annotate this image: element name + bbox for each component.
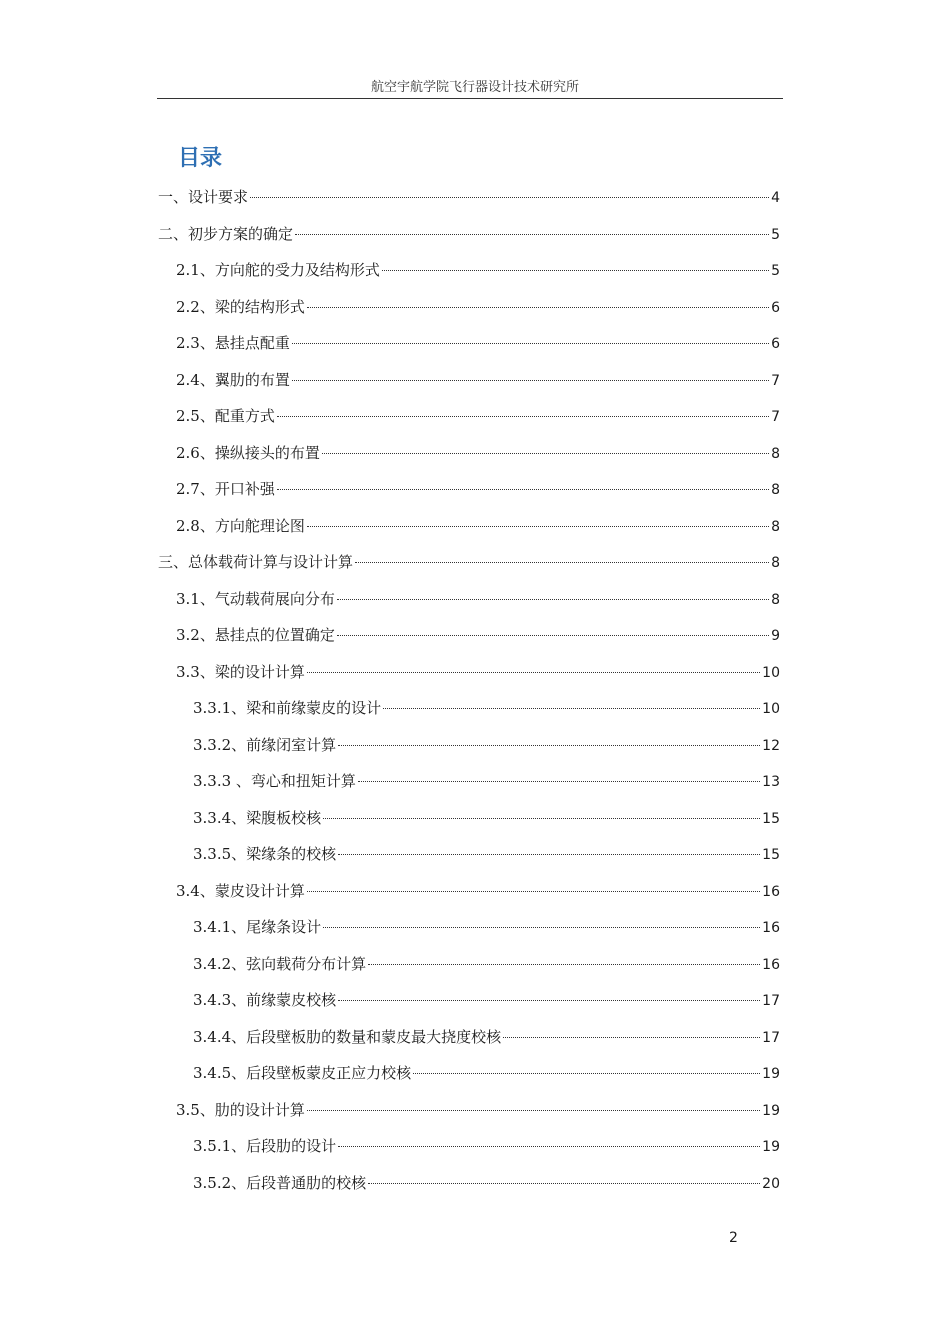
toc-entry-page: 17	[762, 1029, 780, 1046]
toc-entry[interactable]	[176, 259, 780, 281]
toc-entry[interactable]	[193, 843, 780, 865]
toc-entry[interactable]	[193, 1062, 780, 1084]
toc-dot-leader	[307, 672, 760, 673]
toc-entry-label: 2.6、操纵接头的布置	[176, 443, 320, 462]
toc-dot-leader	[338, 745, 760, 746]
toc-dot-leader	[323, 818, 760, 819]
toc-entry[interactable]	[176, 588, 780, 610]
toc-dot-leader	[338, 1146, 760, 1147]
toc-entry-page: 8	[771, 445, 780, 462]
toc-dot-leader	[307, 526, 769, 527]
toc-entry-label: 2.1、方向舵的受力及结构形式	[176, 261, 380, 279]
toc-entry-page: 13	[762, 774, 780, 790]
toc-entry[interactable]	[158, 186, 780, 208]
toc-dot-leader	[322, 453, 769, 454]
toc-entry[interactable]	[193, 1172, 780, 1194]
toc-entry-page: 8	[771, 482, 780, 498]
toc-entry-page: 12	[762, 737, 780, 754]
toc-dot-leader	[355, 562, 769, 563]
toc-entry[interactable]	[176, 442, 780, 464]
toc-entry[interactable]	[176, 661, 780, 683]
header-divider	[157, 98, 783, 99]
toc-entry-page: 4	[771, 190, 780, 206]
toc-entry[interactable]	[158, 551, 780, 573]
toc-entry-page: 10	[762, 701, 780, 717]
toc-entry-label: 3.3.1、梁和前缘蒙皮的设计	[193, 699, 382, 717]
toc-entry-label: 3.3.5、梁缘条的校核	[193, 845, 337, 863]
toc-dot-leader	[368, 964, 760, 965]
toc-dot-leader	[337, 635, 769, 636]
toc-entry-label: 2.8、方向舵理论图	[176, 516, 305, 535]
toc-entry[interactable]	[176, 332, 780, 354]
toc-dot-leader	[307, 891, 760, 892]
toc-entry-page: 8	[771, 591, 780, 608]
toc-entry-label: 3.4.3、前缘蒙皮校核	[193, 991, 337, 1009]
toc-entry[interactable]	[193, 734, 780, 756]
toc-entry[interactable]	[193, 953, 780, 975]
toc-entry-page: 16	[762, 883, 780, 900]
toc-entry-page: 15	[762, 810, 780, 827]
toc-dot-leader	[413, 1073, 760, 1074]
toc-entry[interactable]	[193, 807, 780, 829]
toc-entry-label: 3.4、蒙皮设计计算	[176, 881, 305, 900]
toc-entry-label: 3.4.4、后段壁板肋的数量和蒙皮最大挠度校核	[193, 1027, 502, 1046]
toc-entry-page: 9	[771, 628, 780, 644]
toc-entry-page: 19	[762, 1066, 780, 1082]
toc-entry-label: 3.5.1、后段肋的设计	[193, 1137, 337, 1155]
page-number: 2	[729, 1230, 738, 1246]
toc-entry[interactable]	[176, 478, 780, 500]
toc-entry-label: 3.4.2、弦向载荷分布计算	[193, 954, 367, 973]
toc-dot-leader	[503, 1037, 760, 1038]
toc-entry-page: 8	[771, 518, 780, 535]
toc-dot-leader	[383, 708, 760, 709]
toc-dot-leader	[292, 380, 769, 381]
toc-dot-leader	[337, 599, 769, 600]
toc-entry-page: 20	[762, 1175, 780, 1192]
toc-entry-page: 8	[771, 555, 780, 571]
toc-entry-page: 19	[762, 1139, 780, 1155]
toc-entry-label: 二、初步方案的确定	[158, 224, 294, 243]
toc-entry[interactable]	[176, 515, 780, 537]
toc-entry[interactable]	[176, 369, 780, 391]
toc-entry[interactable]	[176, 1099, 780, 1121]
toc-dot-leader	[307, 307, 769, 308]
toc-entry[interactable]	[176, 624, 780, 646]
toc-entry-label: 3.1、气动载荷展向分布	[176, 589, 335, 608]
toc-entry-page: 19	[762, 1102, 780, 1119]
toc-entry-page: 7	[771, 409, 780, 425]
page-header: 航空宇航学院飞行器设计技术研究所	[370, 80, 579, 95]
toc-dot-leader	[292, 343, 769, 344]
toc-dot-leader	[338, 854, 760, 855]
toc-entry[interactable]	[193, 770, 780, 792]
toc-entry[interactable]	[176, 880, 780, 902]
toc-dot-leader	[323, 927, 760, 928]
toc-entry-label: 2.3、悬挂点配重	[176, 334, 290, 352]
toc-dot-leader	[338, 1000, 760, 1001]
toc-entry-label: 一、设计要求	[158, 188, 249, 206]
toc-entry-label: 2.5、配重方式	[176, 407, 275, 425]
toc-entry-label: 3.2、悬挂点的位置确定	[176, 626, 335, 644]
toc-entry-label: 2.2、梁的结构形式	[176, 297, 305, 316]
toc-dot-leader	[368, 1183, 760, 1184]
toc-dot-leader	[250, 197, 769, 198]
toc-entry-page: 6	[771, 336, 780, 352]
toc-entry[interactable]	[193, 1135, 780, 1157]
toc-entry[interactable]	[158, 223, 780, 245]
toc-entry-page: 6	[771, 299, 780, 316]
toc-entry-label: 3.3.4、梁腹板校核	[193, 808, 322, 827]
toc-entry[interactable]	[193, 989, 780, 1011]
toc-dot-leader	[295, 234, 769, 235]
toc-dot-leader	[382, 270, 769, 271]
toc-entry-page: 15	[762, 847, 780, 863]
toc-entry-page: 16	[762, 920, 780, 936]
toc-entry-label: 3.5、肋的设计计算	[176, 1100, 305, 1119]
toc-entry-page: 5	[771, 263, 780, 279]
toc-dot-leader	[277, 489, 769, 490]
toc-dot-leader	[358, 781, 760, 782]
toc-entry-label: 2.4、翼肋的布置	[176, 370, 290, 389]
toc-entry[interactable]	[176, 405, 780, 427]
toc-title: 目录	[178, 146, 223, 171]
toc-entry-page: 17	[762, 993, 780, 1009]
toc-entry-page: 10	[762, 664, 780, 681]
toc-entry-label: 3.4.1、尾缘条设计	[193, 918, 322, 936]
toc-entry-label: 3.3、梁的设计计算	[176, 662, 305, 681]
toc-entry-label: 3.4.5、后段壁板蒙皮正应力校核	[193, 1064, 412, 1082]
toc-entry-label: 3.3.3 、弯心和扭矩计算	[193, 772, 356, 790]
toc-entry-page: 5	[771, 226, 780, 243]
toc-entry[interactable]	[193, 1026, 780, 1048]
toc-entry-page: 7	[771, 372, 780, 389]
toc-entry-label: 三、总体载荷计算与设计计算	[158, 553, 354, 571]
toc-entry[interactable]	[193, 697, 780, 719]
toc-entry-page: 16	[762, 956, 780, 973]
toc-entry[interactable]	[176, 296, 780, 318]
toc-entry[interactable]	[193, 916, 780, 938]
toc-dot-leader	[277, 416, 769, 417]
toc-entry-label: 3.3.2、前缘闭室计算	[193, 735, 337, 754]
toc-entry-label: 2.7、开口补强	[176, 480, 275, 498]
toc-entry-label: 3.5.2、后段普通肋的校核	[193, 1173, 367, 1192]
toc-dot-leader	[307, 1110, 760, 1111]
